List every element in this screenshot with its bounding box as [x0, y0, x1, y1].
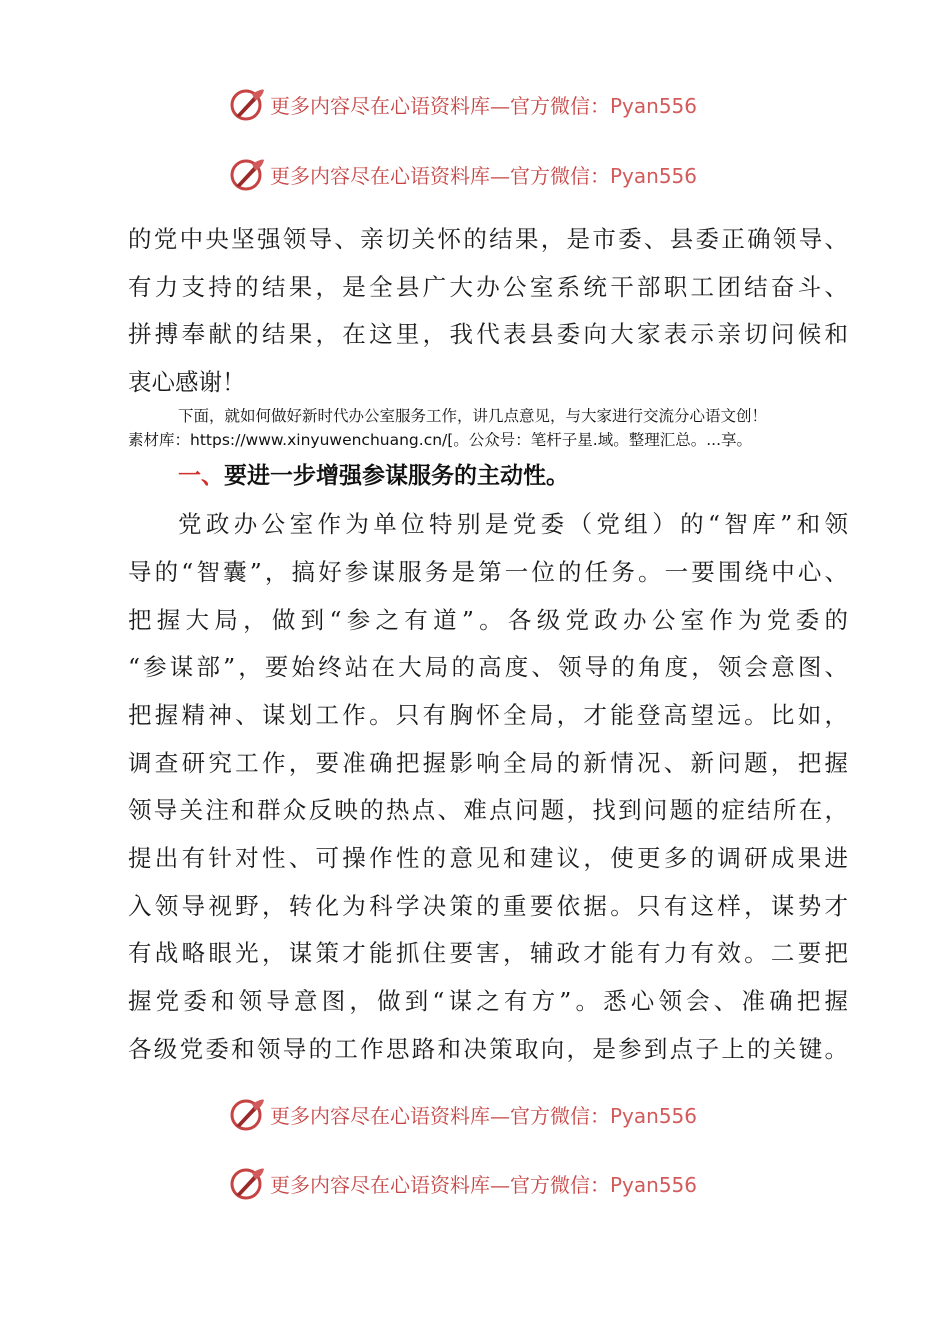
body-line: 导的“智囊”，搞好参谋服务是第一位的任务。一要围绕中心、	[128, 558, 848, 586]
body-line: 把握精神、谋划工作。只有胸怀全局，才能登高望远。比如，	[128, 701, 848, 729]
body-line: 有力支持的结果，是全县广大办公室系统干部职工团结奋斗、	[128, 273, 848, 301]
body-line: 拼搏奉献的结果，在这里，我代表县委向大家表示亲切问候和	[128, 320, 848, 348]
watermark-banner	[228, 86, 748, 122]
watermark-banner	[228, 1165, 748, 1201]
body-line: 入领导视野，转化为科学决策的重要依据。只有这样，谋势才	[128, 892, 848, 920]
heading-number: 一、	[178, 463, 224, 489]
watermark-text: 更多内容尽在心语资料库—官方微信：Pyan556	[270, 163, 698, 188]
quill-logo-icon	[228, 1096, 266, 1132]
watermark-banner	[228, 1096, 748, 1132]
note-line: 素材库：https://www.xinyuwenchuang.cn/[。公众号：笔杆子星.域。整理汇总。...享。	[128, 431, 753, 449]
body-line: 党政办公室作为单位特别是党委（党组）的“智库”和领	[178, 510, 848, 538]
heading-text: 要进一步增强参谋服务的主动性。	[224, 463, 569, 489]
watermark-text: 更多内容尽在心语资料库—官方微信：Pyan556	[270, 1172, 698, 1197]
body-line: 的党中央坚强领导、亲切关怀的结果，是市委、县委正确领导、	[128, 225, 848, 253]
body-line: 把握大局，做到“参之有道”。各级党政办公室作为党委的	[128, 606, 848, 634]
watermark-banner	[228, 156, 748, 192]
body-line: 握党委和领导意图，做到“谋之有方”。悉心领会、准确把握	[128, 987, 848, 1015]
body-line: 有战略眼光，谋策才能抓住要害，辅政才能有力有效。二要把	[128, 939, 848, 967]
watermark-text: 更多内容尽在心语资料库—官方微信：Pyan556	[270, 1103, 698, 1128]
quill-logo-icon	[228, 86, 266, 122]
section-heading	[178, 452, 569, 500]
body-line: “参谋部”，要始终站在大局的高度、领导的角度，领会意图、	[128, 653, 848, 681]
note-line: 下面，就如何做好新时代办公室服务工作，讲几点意见，与大家进行交流分心语文创！	[178, 407, 768, 425]
body-line: 各级党委和领导的工作思路和决策取向，是参到点子上的关键。	[128, 1035, 848, 1063]
body-line: 提出有针对性、可操作性的意见和建议，使更多的调研成果进	[128, 844, 848, 872]
quill-logo-icon	[228, 1165, 266, 1201]
watermark-text: 更多内容尽在心语资料库—官方微信：Pyan556	[270, 93, 698, 118]
body-line: 领导关注和群众反映的热点、难点问题，找到问题的症结所在，	[128, 796, 848, 824]
body-line: 调查研究工作，要准确把握影响全局的新情况、新问题，把握	[128, 749, 848, 777]
body-line: 衷心感谢！	[128, 368, 246, 396]
quill-logo-icon	[228, 156, 266, 192]
